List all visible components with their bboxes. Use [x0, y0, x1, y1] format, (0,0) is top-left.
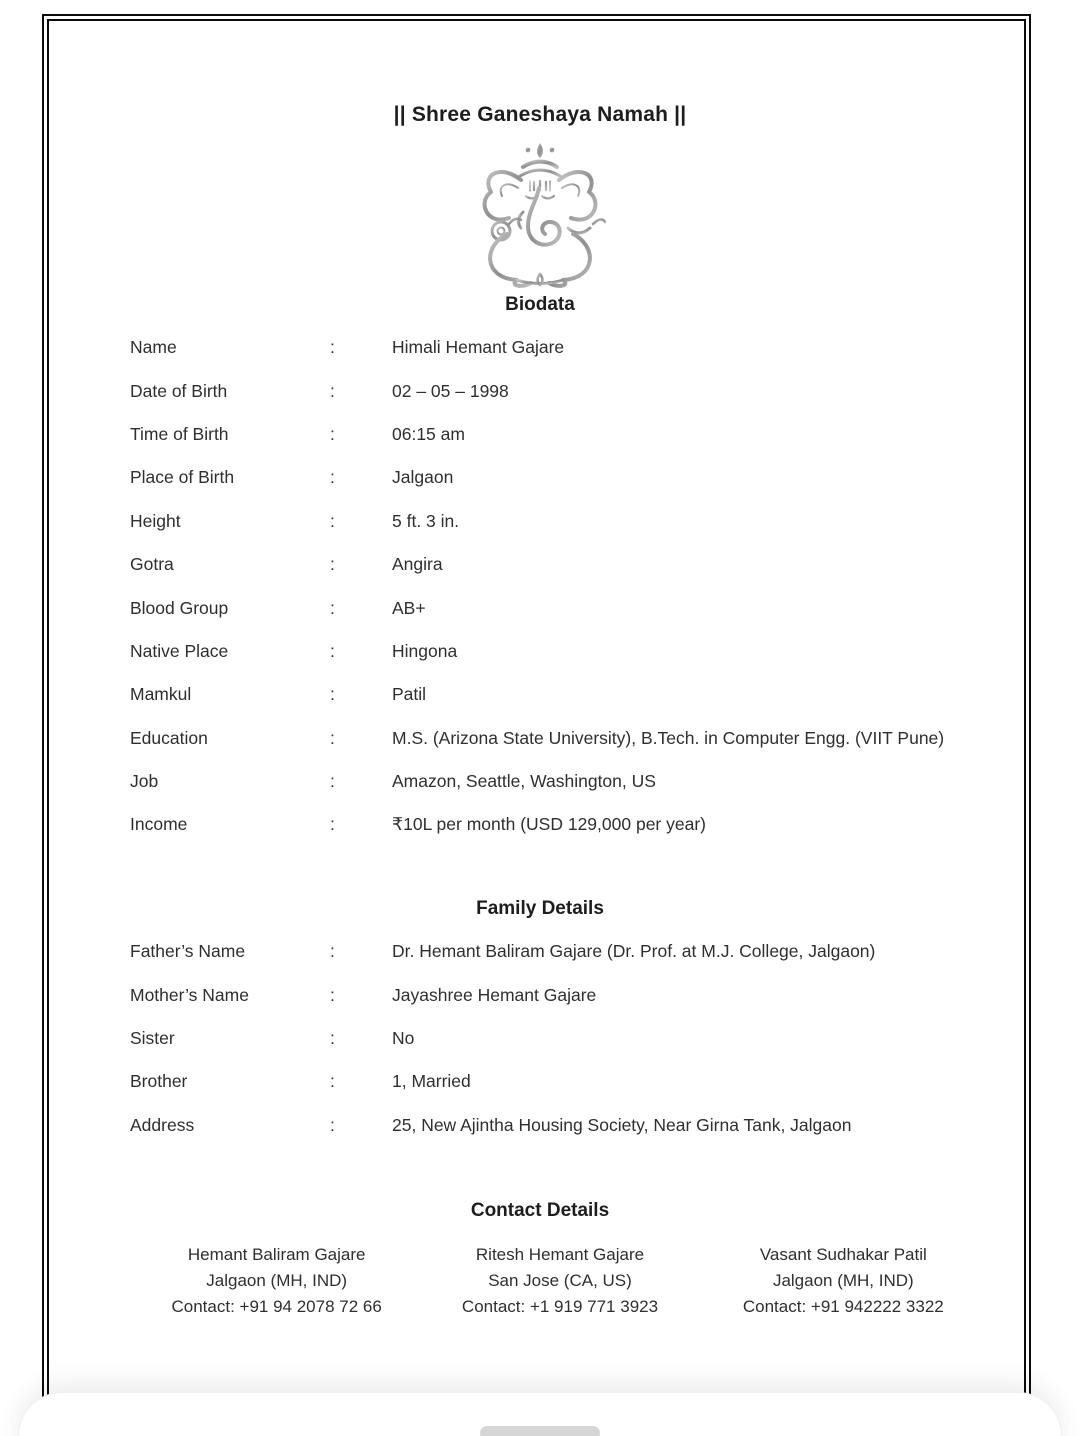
field-label: Date of Birth	[130, 380, 228, 401]
biodata-row-mothers-name	[130, 973, 1030, 1016]
biodata-row-blood-group	[130, 586, 1030, 629]
biodata-row-date-of-birth	[130, 369, 1030, 412]
biodata-row-place-of-birth	[130, 456, 1030, 499]
invocation-header: || Shree Ganeshaya Namah ||	[393, 103, 687, 126]
field-separator: :	[330, 984, 335, 1005]
field-value: 5 ft. 3 in.	[392, 510, 460, 531]
field-separator: :	[330, 814, 335, 835]
field-separator: :	[330, 727, 335, 748]
field-value: M.S. (Arizona State University), B.Tech. in Computer Engg. (VIIT Pune)	[392, 727, 945, 748]
field-label: Brother	[130, 1071, 188, 1092]
field-separator: :	[330, 1027, 335, 1048]
biodata-row-brother	[130, 1060, 1030, 1103]
field-value: Jalgaon	[392, 467, 454, 488]
field-separator: :	[330, 771, 335, 792]
contact-phone: Contact: +91 942222 3322	[742, 1297, 944, 1316]
field-separator: :	[330, 941, 335, 962]
contact-phone: Contact: +91 94 2078 72 66	[171, 1297, 382, 1316]
drag-handle[interactable]	[480, 1426, 600, 1436]
contact-location: Jalgaon (MH, IND)	[206, 1271, 348, 1290]
field-separator: :	[330, 1071, 335, 1092]
field-label: Mamkul	[130, 684, 192, 705]
field-separator: :	[330, 640, 335, 661]
biodata-row-income	[130, 803, 1030, 846]
contact-details-heading: Contact Details	[470, 1200, 610, 1221]
family-details-heading: Family Details	[476, 898, 604, 919]
field-label: Blood Group	[130, 597, 229, 618]
biodata-row-gotra	[130, 543, 1030, 586]
field-label: Father’s Name	[130, 941, 246, 962]
contact-card	[702, 1242, 985, 1320]
biodata-row-native-place	[130, 630, 1030, 673]
field-label: Sister	[130, 1027, 175, 1048]
biodata-row-sister	[130, 1017, 1030, 1060]
biodata-row-education	[130, 717, 1030, 760]
page-title: Biodata	[505, 294, 575, 315]
field-label: Time of Birth	[130, 423, 229, 444]
field-label: Gotra	[130, 554, 174, 575]
contact-location: San Jose (CA, US)	[488, 1271, 632, 1290]
field-separator: :	[330, 597, 335, 618]
field-value: Hingona	[392, 640, 458, 661]
field-value: Amazon, Seattle, Washington, US	[392, 771, 656, 792]
field-label: Job	[130, 771, 159, 792]
field-value: 1, Married	[392, 1071, 471, 1092]
field-value: Patil	[392, 684, 427, 705]
contact-name: Ritesh Hemant Gajare	[475, 1245, 645, 1264]
field-value: ₹10L per month (USD 129,000 per year)	[392, 814, 706, 835]
field-separator: :	[330, 337, 335, 358]
biodata-row-height	[130, 500, 1030, 543]
field-value: Angira	[392, 554, 443, 575]
field-label: Mother’s Name	[130, 984, 249, 1005]
personal-details-section	[130, 326, 1030, 847]
field-label: Name	[130, 337, 177, 358]
field-separator: :	[330, 467, 335, 488]
field-value: Himali Hemant Gajare	[392, 337, 565, 358]
field-separator: :	[330, 380, 335, 401]
field-value: 25, New Ajintha Housing Society, Near Girna Tank, Jalgaon	[392, 1114, 852, 1135]
contact-phone: Contact: +1 919 771 3923	[461, 1297, 659, 1316]
contact-location: Jalgaon (MH, IND)	[772, 1271, 914, 1290]
field-value: Jayashree Hemant Gajare	[392, 984, 597, 1005]
biodata-row-name	[130, 326, 1030, 369]
field-value: 06:15 am	[392, 423, 465, 444]
contact-name: Vasant Sudhakar Patil	[759, 1245, 927, 1264]
biodata-row-fathers-name	[130, 930, 1030, 973]
field-value: Dr. Hemant Baliram Gajare (Dr. Prof. at M.J. College, Jalgaon)	[392, 941, 876, 962]
field-separator: :	[330, 1114, 335, 1135]
field-label: Place of Birth	[130, 467, 235, 488]
field-label: Income	[130, 814, 188, 835]
field-separator: :	[330, 423, 335, 444]
contact-card	[135, 1242, 418, 1320]
field-value: No	[392, 1027, 415, 1048]
family-details-section	[130, 930, 1030, 1147]
biodata-row-mamkul	[130, 673, 1030, 716]
biodata-row-address	[130, 1104, 1030, 1147]
field-label: Native Place	[130, 640, 229, 661]
contact-details-section	[135, 1242, 985, 1320]
biodata-row-time-of-birth	[130, 413, 1030, 456]
field-value: 02 – 05 – 1998	[392, 380, 509, 401]
contact-name: Hemant Baliram Gajare	[187, 1245, 366, 1264]
field-label: Education	[130, 727, 208, 748]
contact-card	[418, 1242, 701, 1320]
field-value: AB+	[392, 597, 426, 618]
field-separator: :	[330, 684, 335, 705]
field-label: Height	[130, 510, 181, 531]
field-label: Address	[130, 1114, 195, 1135]
biodata-row-job	[130, 760, 1030, 803]
ganesha-icon	[465, 136, 615, 288]
field-separator: :	[330, 510, 335, 531]
field-separator: :	[330, 554, 335, 575]
